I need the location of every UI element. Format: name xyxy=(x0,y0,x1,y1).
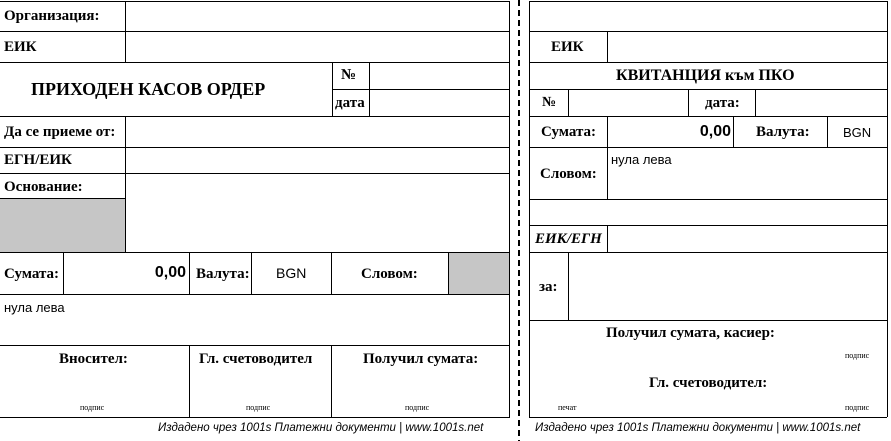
tear-line xyxy=(518,0,520,441)
receipt-stamp-caption: печат xyxy=(558,403,577,412)
words-grey-cell xyxy=(449,253,509,294)
receipt-currency-label: Валута: xyxy=(756,124,810,140)
organization-field[interactable] xyxy=(126,2,509,31)
receipt-for-field[interactable] xyxy=(569,253,887,320)
organization-label: Организация: xyxy=(4,8,100,24)
egn-eik-field[interactable] xyxy=(126,148,509,173)
received-from-field[interactable] xyxy=(126,117,509,147)
receipt-amount-value[interactable]: 0,00 xyxy=(699,123,731,140)
receipt-for-label: за: xyxy=(539,279,558,295)
receipt-number-field[interactable] xyxy=(569,90,688,116)
receipt-accountant-label: Гл. счетоводител: xyxy=(649,375,768,391)
words-label: Словом: xyxy=(361,266,418,282)
receipt-eik-egn-field[interactable] xyxy=(608,226,887,252)
receipt-cashier-label: Получил сумата, касиер: xyxy=(606,325,775,341)
receipt-cashier-signature-caption: подпис xyxy=(845,351,870,360)
chief-accountant-label: Гл. счетоводител xyxy=(199,351,313,367)
receipt-title: КВИТАНЦИЯ към ПКО xyxy=(616,67,795,84)
eik-label: ЕИК xyxy=(4,39,37,55)
receipt-number-label: № xyxy=(542,95,557,110)
accountant-signature-caption: подпис xyxy=(246,403,271,412)
basis-grey-cell xyxy=(0,199,125,252)
amount-value[interactable]: 0,00 xyxy=(154,264,186,281)
number-label: № xyxy=(341,67,357,83)
receipt-date-label: дата: xyxy=(705,95,740,111)
page-title: ПРИХОДЕН КАСОВ ОРДЕР xyxy=(31,79,266,99)
date-label: дата xyxy=(335,95,365,111)
receipt-date-field[interactable] xyxy=(756,90,887,116)
receipt-amount-label: Сумата: xyxy=(541,124,597,140)
currency-value[interactable]: BGN xyxy=(276,265,307,281)
number-field[interactable] xyxy=(370,63,509,89)
amount-in-words[interactable]: нула лева xyxy=(4,300,65,315)
receipt-footer: Издадено чрез 1001s Платежни документи | www.1001s.net xyxy=(535,422,861,434)
eik-field[interactable] xyxy=(126,32,509,62)
depositor-label: Вносител: xyxy=(59,351,128,367)
receipt-currency-value[interactable]: BGN xyxy=(843,125,872,140)
depositor-signature-caption: подпис xyxy=(80,403,105,412)
currency-label: Валута: xyxy=(196,266,250,282)
basis-field[interactable] xyxy=(126,174,509,252)
received-from-label: Да се приеме от: xyxy=(4,124,116,140)
receipt-eik-field[interactable] xyxy=(608,32,887,62)
receipt-words-label: Словом: xyxy=(540,166,597,182)
receipt-accountant-signature-caption: подпис xyxy=(845,403,870,412)
receiver-signature-caption: подпис xyxy=(405,403,430,412)
egn-eik-label: ЕГН/ЕИК xyxy=(4,152,72,168)
receipt-eik-label: ЕИК xyxy=(551,39,584,55)
order-footer: Издадено чрез 1001s Платежни документи | www.1001s.net xyxy=(158,422,484,434)
received-amount-label: Получил сумата: xyxy=(363,351,479,367)
date-field[interactable] xyxy=(370,90,509,116)
amount-label: Сумата: xyxy=(4,266,60,282)
receipt-amount-in-words[interactable]: нула лева xyxy=(611,152,672,167)
receipt-eik-egn-label: ЕИК/ЕГН xyxy=(535,231,602,247)
basis-label: Основание: xyxy=(4,179,83,195)
